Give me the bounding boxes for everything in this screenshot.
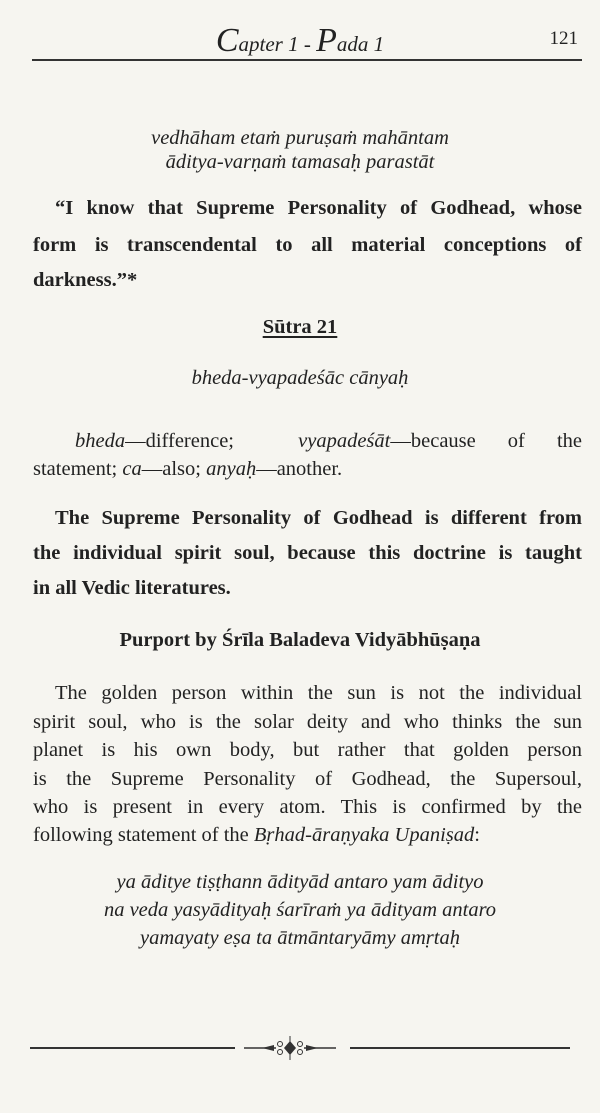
translation-line: the individual spirit soul, because this doctrine is taught	[33, 542, 582, 564]
verse-line: vedhāham etaṁ puruṣaṁ mahāntam	[151, 127, 449, 149]
purport-text: :	[474, 824, 480, 846]
purport-line: The golden person within the sun is not the individual	[55, 682, 582, 704]
sutra-text: bheda-vyapadeśāc cānyaḥ	[191, 367, 409, 389]
quote-line: darkness.”*	[33, 269, 138, 291]
scripture-title: Bṛhad-āraṇyaka Upaniṣad	[253, 824, 475, 846]
translation-line: in all Vedic literatures.	[33, 577, 231, 599]
synonym-meaning: —also;	[141, 458, 207, 480]
fleuron-ornament-icon	[240, 1036, 340, 1060]
synonym-meaning: statement;	[33, 458, 123, 480]
sutra-heading-text: Sūtra 21	[262, 316, 338, 338]
header-text: apter 1 -	[238, 32, 317, 56]
purport-line: spirit soul, who is the solar deity and who thinks the sun	[33, 711, 582, 733]
purport-line: who is present in every atom. This is confirmed by the	[33, 796, 582, 818]
purport-heading: Purport by Śrīla Baladeva Vidyābhūṣaṇa	[119, 629, 481, 651]
purport-line: is the Supreme Personality of Godhead, the Supersoul,	[33, 768, 582, 790]
synonyms-line	[75, 429, 582, 453]
synonym-meaning: —difference;	[125, 430, 299, 452]
purport-line: planet is his own body, but rather that golden person	[33, 739, 582, 761]
synonym-meaning: —because of the	[390, 430, 582, 452]
synonym-meaning: —another.	[256, 458, 343, 480]
header-initial: P	[316, 22, 337, 59]
purport-line	[33, 823, 480, 847]
synonym-word: vyapadeśāt	[298, 430, 391, 452]
purport-text: following statement of the	[33, 824, 254, 846]
page-number: 121	[549, 28, 578, 49]
running-header-title	[0, 22, 600, 60]
synonym-word: anyaḥ	[206, 458, 257, 480]
synonyms-line	[33, 457, 342, 481]
verse-line: āditya-varṇaṁ tamasaḥ parastāt	[165, 151, 435, 173]
footer-rule-left	[30, 1047, 235, 1049]
synonym-word: ca	[122, 458, 142, 480]
sutra-heading	[0, 315, 600, 339]
quote-line: “I know that Supreme Personality of Godhead, whose	[55, 197, 582, 219]
footer-rule-right	[350, 1047, 570, 1049]
header-initial: C	[215, 22, 239, 59]
verse-line: ya āditye tiṣṭhann ādityād antaro yam ādityo	[116, 871, 484, 893]
verse-line: na veda yasyādityaḥ śarīraṁ ya ādityam antaro	[103, 899, 497, 921]
translation-line: The Supreme Personality of Godhead is different from	[55, 507, 582, 529]
quote-line: form is transcendental to all material conceptions of	[33, 234, 582, 256]
verse-line: yamayaty eṣa ta ātmāntaryāmy amṛtaḥ	[140, 927, 460, 949]
header-text: ada 1	[336, 32, 385, 56]
header-rule	[32, 59, 582, 61]
synonym-word: bheda	[75, 430, 126, 452]
